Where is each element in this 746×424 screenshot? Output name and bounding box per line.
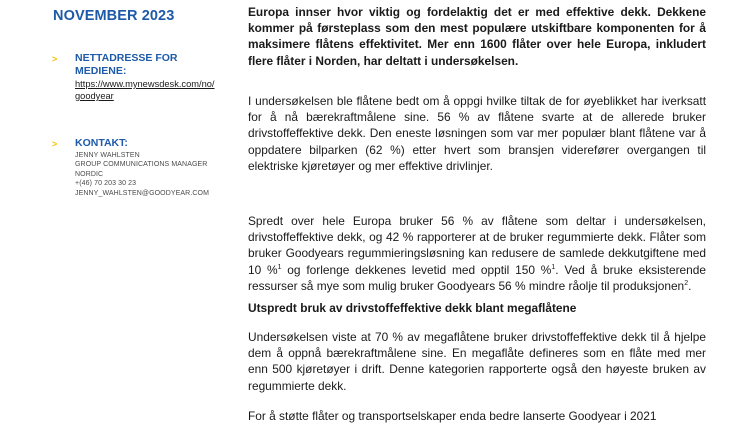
section-subheading: Utspredt bruk av drivstoffeffektive dekk blant megaflåtene: [248, 301, 577, 315]
contact-title: GROUP COMMUNICATIONS MANAGER: [75, 161, 208, 169]
chevron-right-icon: >: [52, 139, 58, 149]
contact-section: [53, 137, 243, 198]
body-paragraph: I undersøkelsen ble flåtene bedt om å oppgi hvilke tiltak de for øyeblikket har iverksatt for å nå bærekraftmålene sine. 56 % av flåtene svarte at de allerede bruker drivstoffeffektive dekk. Den eneste løsningen som var mer populær blant flåtene var å oppdatere bilparken (62 %) etter hvert som bransjen viderefører overgangen til elektriske kjøretøyer og mer effektive drivlinjer.: [248, 94, 706, 173]
release-date: NOVEMBER 2023: [53, 8, 175, 24]
contact-heading: KONTAKT:: [75, 137, 128, 149]
lead-paragraph: Europa innser hvor viktig og fordelaktig det er med effektive dekk. Dekkene kommer på førsteplass som den mest populære utskiftbare komponenten for å maksimere flåtens effektivitet. Mer enn 1600 flåter over hele Europa, inkludert flere flåter i Norden, har deltatt i undersøkelsen.: [248, 5, 706, 68]
paragraph-text: . Ved å bruke eksisterende ressurser så mye som mulig bruker Goodyears 56 % mindre råolje til produksjonen: [248, 262, 706, 293]
media-url-heading-line: NETTADRESSE FOR: [75, 52, 178, 64]
footnote-ref: 2: [684, 279, 689, 287]
media-url-link-line[interactable]: goodyear: [75, 91, 114, 101]
contact-region: NORDIC: [75, 170, 104, 178]
media-url-heading-line: MEDIENE:: [75, 65, 127, 77]
media-url-link-line[interactable]: https://www.mynewsdesk.com/no/: [75, 79, 215, 89]
footnote-ref: 1: [277, 263, 282, 271]
paragraph-text: Spredt over hele Europa bruker 56 % av flåtene som deltar i undersøkelsen, drivstoffeffektive dekk, og 42 % rapporterer at de bruker regummierte dekk. Flåter som bruker Goodyears regummieringsløsning kan redusere de samlede dekkutgiftene med 10 %: [248, 214, 706, 277]
media-url-link[interactable]: [75, 78, 243, 102]
media-url-heading: [75, 52, 243, 78]
contact-email: JENNY_WAHLSTEN@GOODYEAR.COM: [75, 189, 210, 197]
body-paragraph: For å støtte flåter og transportselskaper enda bedre lanserte Goodyear i 2021: [248, 409, 657, 423]
media-url-section: [53, 52, 243, 102]
contact-name: JENNY WAHLSTEN: [75, 152, 140, 159]
contact-phone: +(46) 70 203 30 23: [75, 180, 137, 188]
paragraph-text: og forlenge dekkenes levetid med opptil 150 %: [281, 262, 552, 277]
body-paragraph: [248, 213, 706, 294]
footnote-ref: 1: [551, 263, 556, 271]
chevron-right-icon: >: [52, 54, 58, 64]
body-paragraph: Undersøkelsen viste at 70 % av megaflåtene bruker drivstoffeffektive dekk til å hjelpe dem å oppnå bærekraftmålene sine. En megaflåte defineres som en flåte med mer enn 500 kjøretøyer i drift. Denne kategorien rapporterte også den høyeste bruken av regummierte dekk.: [248, 330, 706, 393]
paragraph-text: .: [688, 278, 692, 293]
contact-details: [75, 151, 243, 198]
